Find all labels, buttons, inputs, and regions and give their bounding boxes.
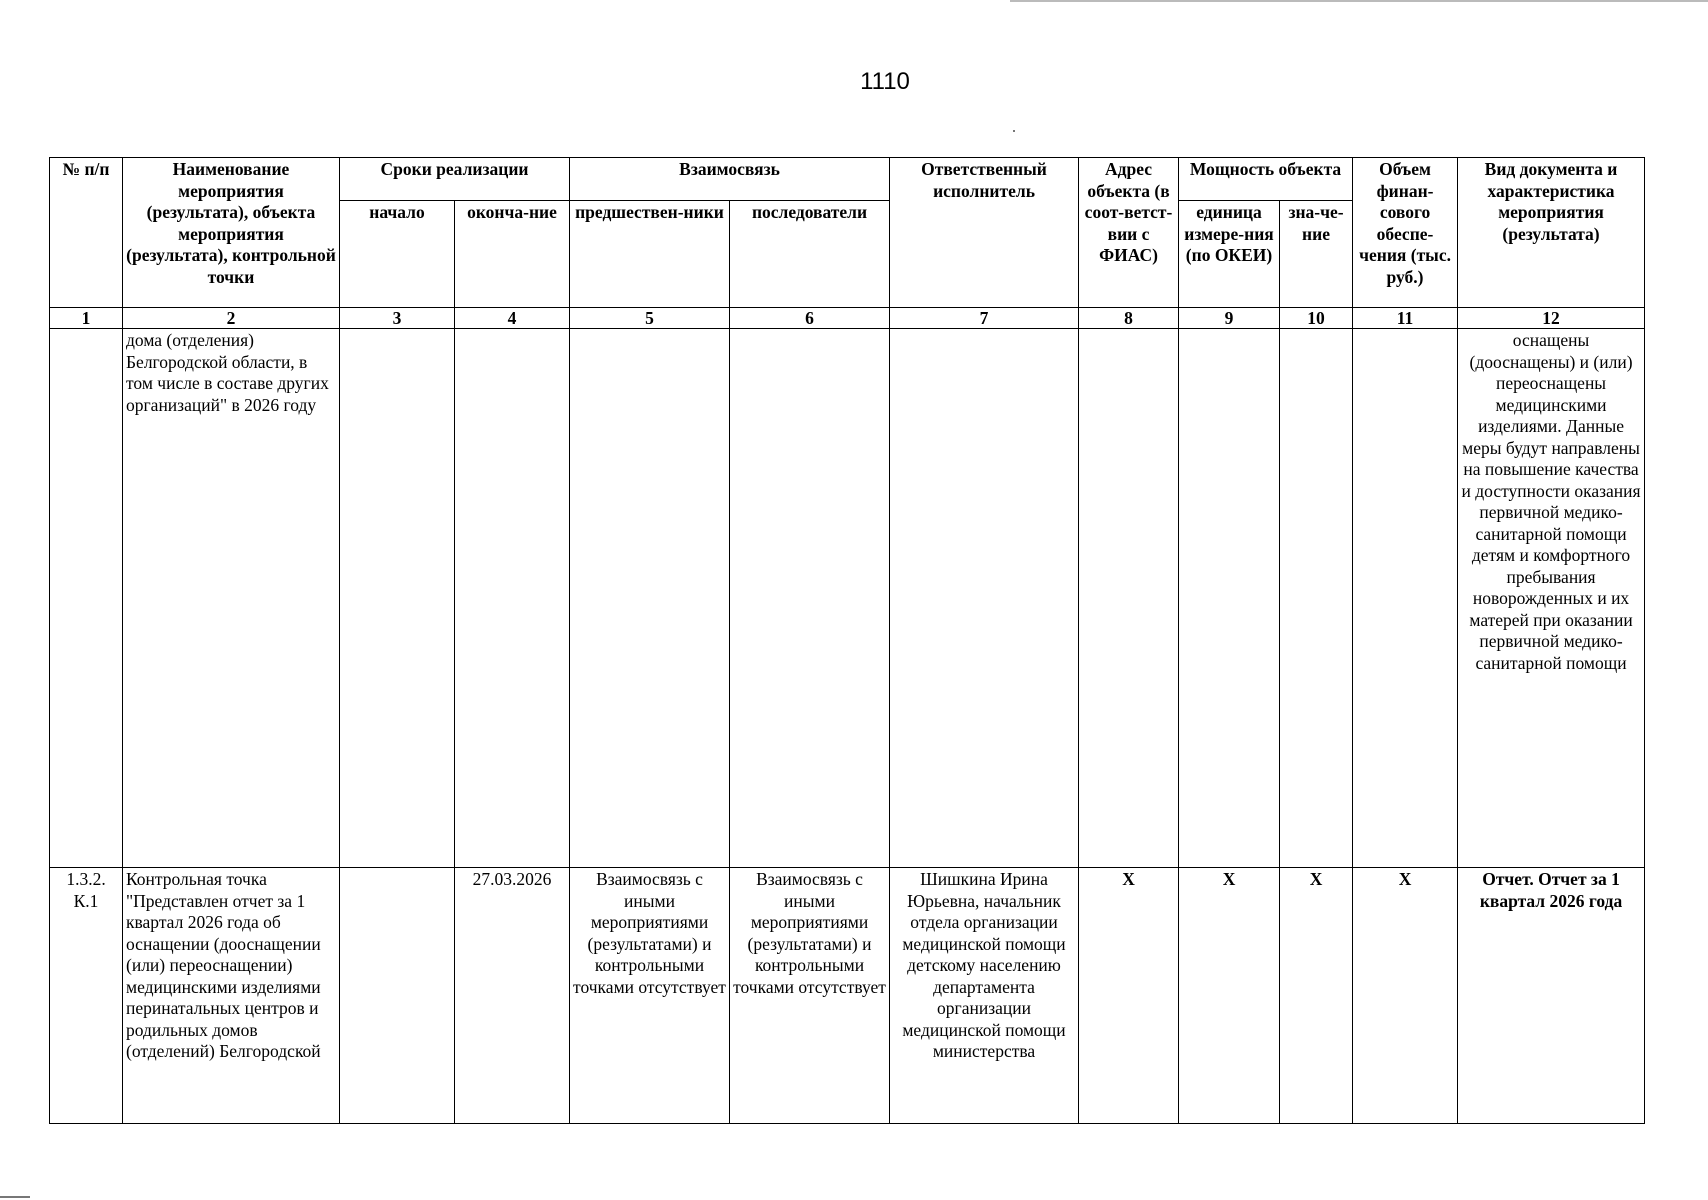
cell-number: 1.3.2. К.1 [50, 868, 123, 1124]
header-name: Наименование мероприятия (результата), объекта мероприятия (результата), контрольной точки [123, 158, 340, 308]
header-unit: единица измере-ния (по ОКЕИ) [1179, 201, 1280, 308]
column-number: 7 [890, 308, 1079, 329]
cell-responsible [890, 329, 1079, 868]
table-row [50, 868, 1645, 1124]
column-number: 4 [455, 308, 570, 329]
cell-address: X [1079, 868, 1179, 1124]
scan-edge-line [1010, 0, 1708, 2]
cell-number [50, 329, 123, 868]
header-finance: Объем финан-сового обеспе-чения (тыс. руб.) [1353, 158, 1458, 308]
scan-edge-mark [0, 1196, 30, 1198]
cell-name: дома (отделения) Белгородской области, в том числе в составе других организаций" в 2026 году [123, 329, 340, 868]
column-number: 8 [1079, 308, 1179, 329]
header-responsible: Ответственный исполнитель [890, 158, 1079, 308]
scan-artifact [1013, 130, 1015, 132]
cell-document: оснащены (дооснащены) и (или) переоснащены медицинскими изделиями. Данные меры будут направлены на повышение качества и доступности оказания первичной медико-санитарной помощи детям и комфортного пребывания новорожденных и их матерей при оказании первичной медико-санитарной помощи [1458, 329, 1645, 868]
cell-end [455, 329, 570, 868]
column-number: 2 [123, 308, 340, 329]
header-document: Вид документа и характеристика мероприятия (результата) [1458, 158, 1645, 308]
column-number: 3 [340, 308, 455, 329]
cell-value: X [1280, 868, 1353, 1124]
plan-table [49, 157, 1645, 1124]
column-number: 9 [1179, 308, 1280, 329]
column-number: 1 [50, 308, 123, 329]
column-number: 12 [1458, 308, 1645, 329]
header-successors: последователи [730, 201, 890, 308]
cell-successors: Взаимосвязь с иными мероприятиями (результатами) и контрольными точками отсутствует [730, 868, 890, 1124]
column-number: 6 [730, 308, 890, 329]
cell-predecessors [570, 329, 730, 868]
header-value: зна-че-ние [1280, 201, 1353, 308]
column-number: 5 [570, 308, 730, 329]
table-header [50, 158, 1645, 329]
cell-name: Контрольная точка "Представлен отчет за 1 квартал 2026 года об оснащении (дооснащении (или) переоснащении) медицинскими изделиями перинатальных центров и родильных домов (отделений) Белгородской [123, 868, 340, 1124]
cell-start [340, 329, 455, 868]
cell-finance: X [1353, 868, 1458, 1124]
cell-finance [1353, 329, 1458, 868]
column-number: 10 [1280, 308, 1353, 329]
cell-predecessors: Взаимосвязь с иными мероприятиями (результатами) и контрольными точками отсутствует [570, 868, 730, 1124]
header-address: Адрес объекта (в соот-ветст-вии с ФИАС) [1079, 158, 1179, 308]
table-row [50, 329, 1645, 868]
header-terms-group: Сроки реализации [340, 158, 570, 201]
column-number-row [50, 308, 1645, 329]
header-predecessors: предшествен-ники [570, 201, 730, 308]
cell-value [1280, 329, 1353, 868]
page-number: 1110 [860, 68, 910, 95]
cell-document: Отчет. Отчет за 1 квартал 2026 года [1458, 868, 1645, 1124]
cell-start [340, 868, 455, 1124]
header-number: № п/п [50, 158, 123, 308]
cell-end: 27.03.2026 [455, 868, 570, 1124]
header-start: начало [340, 201, 455, 308]
header-link-group: Взаимосвязь [570, 158, 890, 201]
cell-unit: X [1179, 868, 1280, 1124]
cell-responsible: Шишкина Ирина Юрьевна, начальник отдела организации медицинской помощи детскому населению департамента организации медицинской помощи министерства [890, 868, 1079, 1124]
cell-address [1079, 329, 1179, 868]
header-capacity-group: Мощность объекта [1179, 158, 1353, 201]
cell-successors [730, 329, 890, 868]
header-end: оконча-ние [455, 201, 570, 308]
column-number: 11 [1353, 308, 1458, 329]
cell-unit [1179, 329, 1280, 868]
